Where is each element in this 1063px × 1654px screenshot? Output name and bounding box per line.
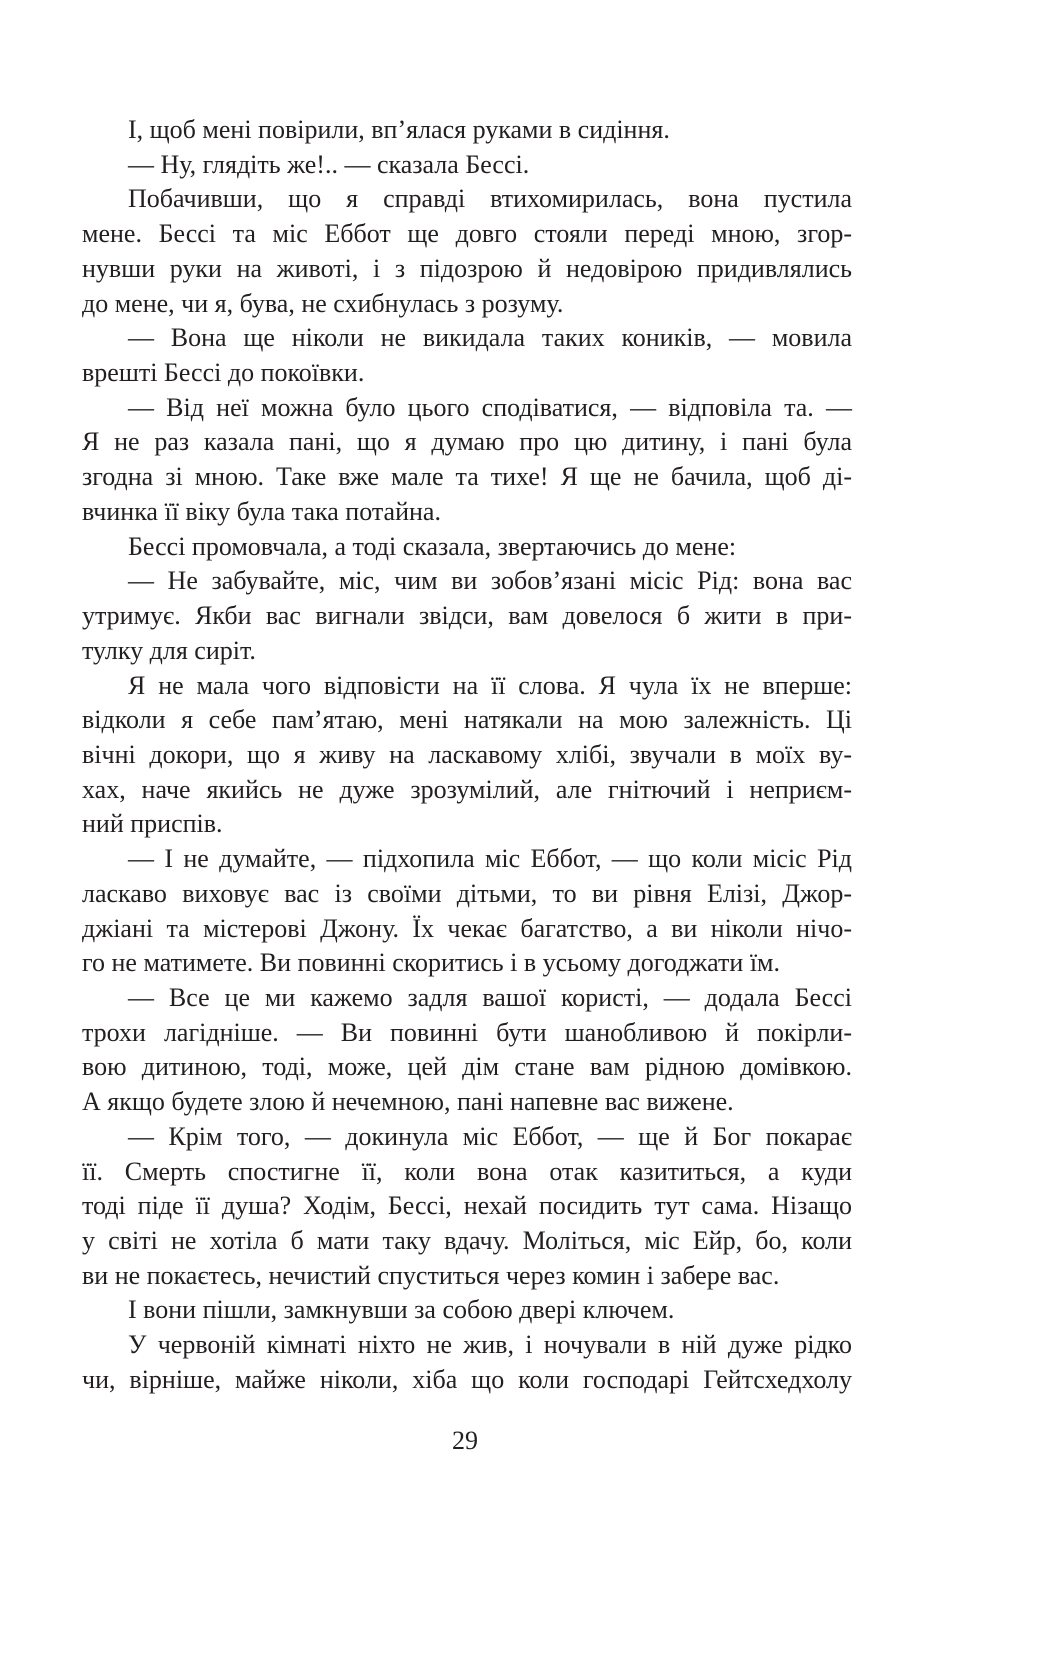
text-line: А якщо будете злою й нечемною, пані напевне вас вижене. — [82, 1087, 734, 1117]
text-line: ви не покаєтесь, нечистий спуститься через комин і забере вас. — [82, 1260, 780, 1290]
text-line: тулку для сиріт. — [82, 635, 256, 665]
text-line: чи, вірніше, майже ніколи, хіба що коли господарі Гейтсхедхолу — [82, 1364, 852, 1394]
text-line: Я не раз казала пані, що я думаю про цю дитину, і пані була — [82, 427, 852, 457]
text-line: — Ну, глядіть же!.. — сказала Бессі. — [128, 149, 530, 179]
text-line: Я не мала чого відповісти на її слова. Я чула їх не вперше: — [128, 670, 852, 700]
text-line: тоді піде її душа? Ходім, Бессі, нехай посидить тут сама. Нізащо — [82, 1191, 852, 1221]
text-line: І вони пішли, замкнувши за собою двері ключем. — [128, 1295, 675, 1325]
text-line: мене. Бессі та міс Еббот ще довго стояли переді мною, згор- — [82, 219, 852, 249]
text-line: згодна зі мною. Таке вже мале та тихе! Я ще не бачила, щоб ді- — [82, 462, 852, 492]
text-line: го не матимете. Ви повинні скоритись і в усьому догоджати їм. — [82, 948, 781, 978]
text-line: ласкаво виховує вас із своїми дітьми, то ви рівня Елізі, Джор- — [82, 878, 852, 908]
text-line: — Крім того, — докинула міс Еббот, — ще й Бог покарає — [128, 1121, 852, 1151]
text-line: хах, наче якийсь не дуже зрозумілий, але гнітючий і неприєм- — [82, 774, 852, 804]
text-line: вічні докори, що я живу на ласкавому хлібі, звучали в моїх ву- — [82, 739, 852, 769]
text-line: вою дитиною, тоді, може, цей дім стане вам рідною домівкою. — [82, 1052, 852, 1082]
text-line: — І не думайте, — підхопила міс Еббот, — що коли місіс Рід — [128, 844, 852, 874]
text-line: І, щоб мені повірили, вп’ялася руками в сидіння. — [128, 115, 670, 144]
text-line: — Не забувайте, міс, чим ви зобов’язані місіс Рід: вона вас — [128, 566, 852, 596]
text-line: трохи лагідніше. — Ви повинні бути шанобливою й покірли- — [82, 1017, 852, 1047]
text-line: врешті Бессі до покоївки. — [82, 358, 365, 388]
text-line: до мене, чи я, бува, не схибнулась з розуму. — [82, 288, 564, 318]
text-line: — Вона ще ніколи не викидала таких коників, — мовила — [128, 323, 852, 353]
text-line: її. Смерть спостигне її, коли вона отак казититься, а куди — [82, 1156, 852, 1186]
text-line: ний приспів. — [82, 809, 223, 839]
page-body-text — [82, 113, 852, 1398]
page-number: 29 — [452, 1426, 478, 1455]
text-line: — Все це ми кажемо задля вашої користі, — додала Бессі — [128, 982, 852, 1012]
text-line: утримує. Якби вас вигнали звідси, вам довелося б жити в при- — [82, 601, 852, 631]
text-line: вчинка її віку була така потайна. — [82, 496, 441, 526]
text-line: У червоній кімнаті ніхто не жив, і ночували в ній дуже рідко — [128, 1330, 852, 1360]
text-line: у світі не хотіла б мати таку вдачу. Моліться, міс Ейр, бо, коли — [82, 1226, 852, 1255]
text-line: нувши руки на животі, і з підозрою й недовірою придивлялись — [82, 253, 852, 283]
text-line: відколи я себе пам’ятаю, мені натякали на мою залежність. Ці — [82, 705, 852, 735]
text-line: Побачивши, що я справді втихомирилась, вона пустила — [128, 184, 852, 214]
text-line: — Від неї можна було цього сподіватися, — відповіла та. — — [128, 392, 852, 422]
text-line: джіані та містерові Джону. Їх чекає багатство, а ви ніколи нічо- — [82, 913, 852, 943]
text-line: Бессі промовчала, а тоді сказала, звертаючись до мене: — [128, 531, 737, 561]
